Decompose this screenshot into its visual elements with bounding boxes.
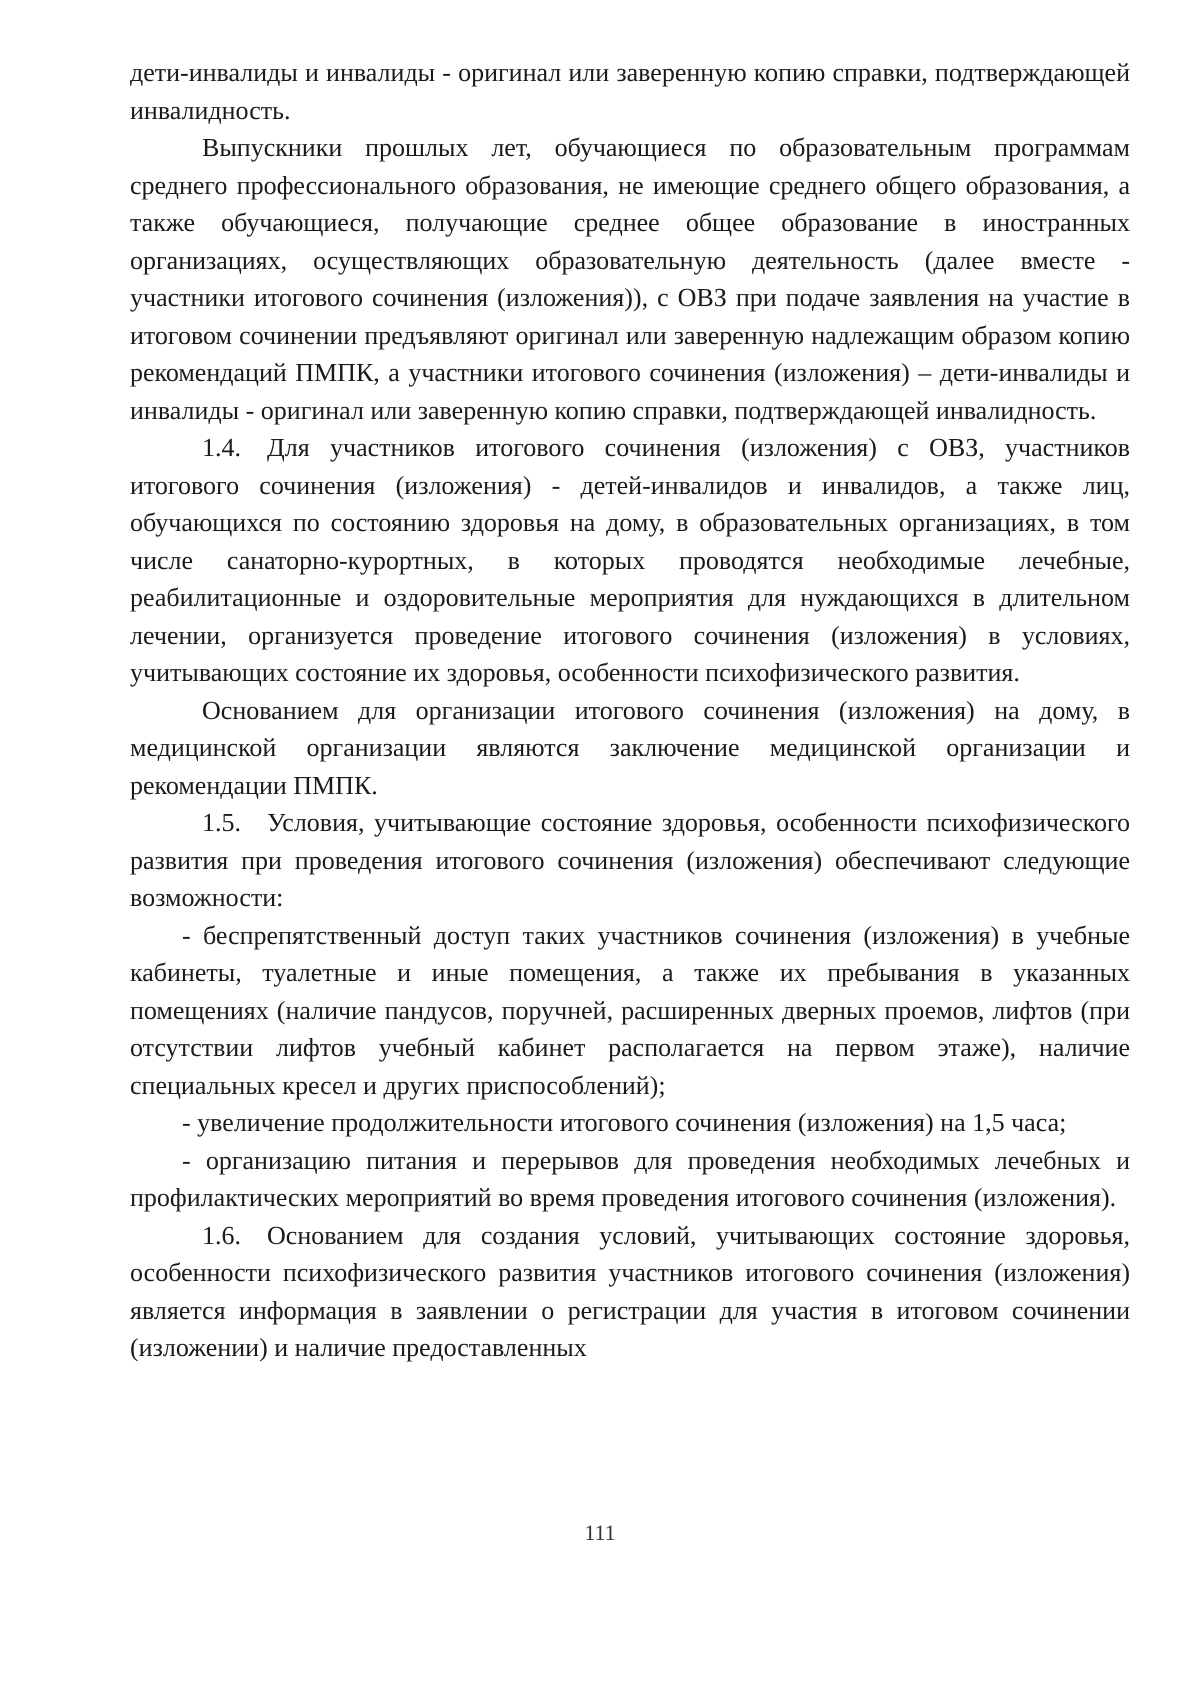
page-number: 111 bbox=[584, 1520, 616, 1545]
paragraph-1-4: 1.4. Для участников итогового сочинения (изложения) с ОВЗ, участников итогового сочинения (изложения) - детей-инвалидов и инвалидов, а также лиц, обучающихся по состоянию здоровья на дому, в образовательных организациях, в том числе санаторно-курортных, в которых проводятся необходимые лечебные, реабилитационные и оздоровительные мероприятия для нуждающихся в длительном лечении, организуется проведение итогового сочинения (изложения) в условиях, учитывающих состояние их здоровья, особенности психофизического развития. bbox=[130, 433, 1130, 687]
list-item-access: - беспрепятственный доступ таких участников сочинения (изложения) в учебные кабинеты, туалетные и иные помещения, а также их пребывания в указанных помещениях (наличие пандусов, поручней, расширенных дверных проемов, лифтов (при отсутствии лифтов учебный кабинет располагается на первом этаже), наличие специальных кресел и других приспособлений); bbox=[130, 920, 1130, 1100]
paragraph-graduates: Выпускники прошлых лет, обучающиеся по образовательным программам среднего профессионального образования, не имеющие среднего общего образования, а также обучающиеся, получающие среднее общее образование в иностранных организациях, осуществляющих образовательную деятельность (далее вместе - участники итогового сочинения (изложения)), с ОВЗ при подаче заявления на участие в итоговом сочинении предъявляют оригинал или заверенную надлежащим образом копию рекомендаций ПМПК, а участники итогового сочинения (изложения) – дети-инвалиды и инвалиды - оригинал или заверенную копию справки, подтверждающей инвалидность. bbox=[130, 133, 1130, 425]
paragraph-continuation: дети-инвалиды и инвалиды - оригинал или заверенную копию справки, подтверждающей инвалидность. bbox=[130, 58, 1130, 125]
paragraph-basis-home: Основанием для организации итогового сочинения (изложения) на дому, в медицинской организации являются заключение медицинской организации и рекомендации ПМПК. bbox=[130, 695, 1130, 800]
list-item-meals: - организацию питания и перерывов для проведения необходимых лечебных и профилактических мероприятий во время проведения итогового сочинения (изложения). bbox=[130, 1145, 1130, 1212]
paragraph-1-5: 1.5. Условия, учитывающие состояние здоровья, особенности психофизического развития при проведения итогового сочинения (изложения) обеспечивают следующие возможности: bbox=[130, 808, 1130, 912]
paragraph-1-6: 1.6. Основанием для создания условий, учитывающих состояние здоровья, особенности психофизического развития участников итогового сочинения (изложения) является информация в заявлении о регистрации для участия в итоговом сочинении (изложении) и наличие предоставленных bbox=[130, 1220, 1130, 1362]
document-body bbox=[130, 54, 1130, 1367]
list-item-duration: - увеличение продолжительности итогового сочинения (изложения) на 1,5 часа; bbox=[182, 1108, 1067, 1137]
